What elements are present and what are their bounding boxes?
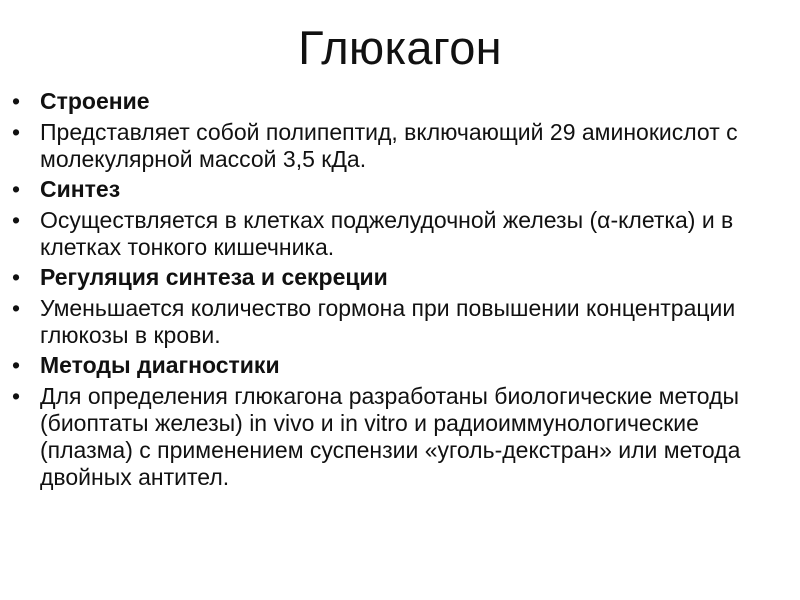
bullet-synthesis-heading (0, 176, 800, 203)
bullet-diagnostics-heading (0, 352, 800, 379)
bullet-dot-icon: • (12, 176, 21, 202)
bullet-synthesis-body (0, 207, 800, 261)
bullet-text: Уменьшается количество гормона при повышении концентрации глюкозы в крови. (40, 294, 736, 348)
bullet-text: Регуляция синтеза и секреции (40, 264, 388, 290)
bullet-text: Синтез (40, 176, 121, 202)
bullet-text: Методы диагностики (40, 352, 280, 378)
bullet-structure-heading (0, 88, 800, 115)
bullet-dot-icon: • (12, 206, 21, 233)
bullet-dot-icon: • (12, 294, 21, 321)
bullet-diagnostics-body (0, 383, 800, 491)
bullet-regulation-heading (0, 264, 800, 291)
bullet-dot-icon: • (12, 264, 21, 290)
bullet-dot-icon: • (12, 352, 21, 378)
bullet-regulation-body (0, 295, 800, 349)
bullet-structure-body (0, 119, 800, 173)
slide-title: Глюкагон (298, 21, 502, 74)
bullet-text: Строение (40, 88, 150, 114)
bullet-dot-icon: • (12, 382, 21, 409)
bullet-text: Осуществляется в клетках поджелудочной железы (α-клетка) и в клетках тонкого кишечника. (40, 206, 734, 260)
bullet-dot-icon: • (12, 88, 21, 114)
bullet-list (0, 88, 800, 494)
bullet-text: Представляет собой полипептид, включающий 29 аминокислот с молекулярной массой 3,5 кДа. (40, 118, 738, 172)
bullet-dot-icon: • (12, 118, 21, 145)
bullet-text: Для определения глюкагона разработаны биологические методы (биоптаты железы) in vivo и in vitro и радиоиммунологические (плазма) с применением суспензии «уголь-декстран» или метода двойных антител. (40, 382, 741, 490)
